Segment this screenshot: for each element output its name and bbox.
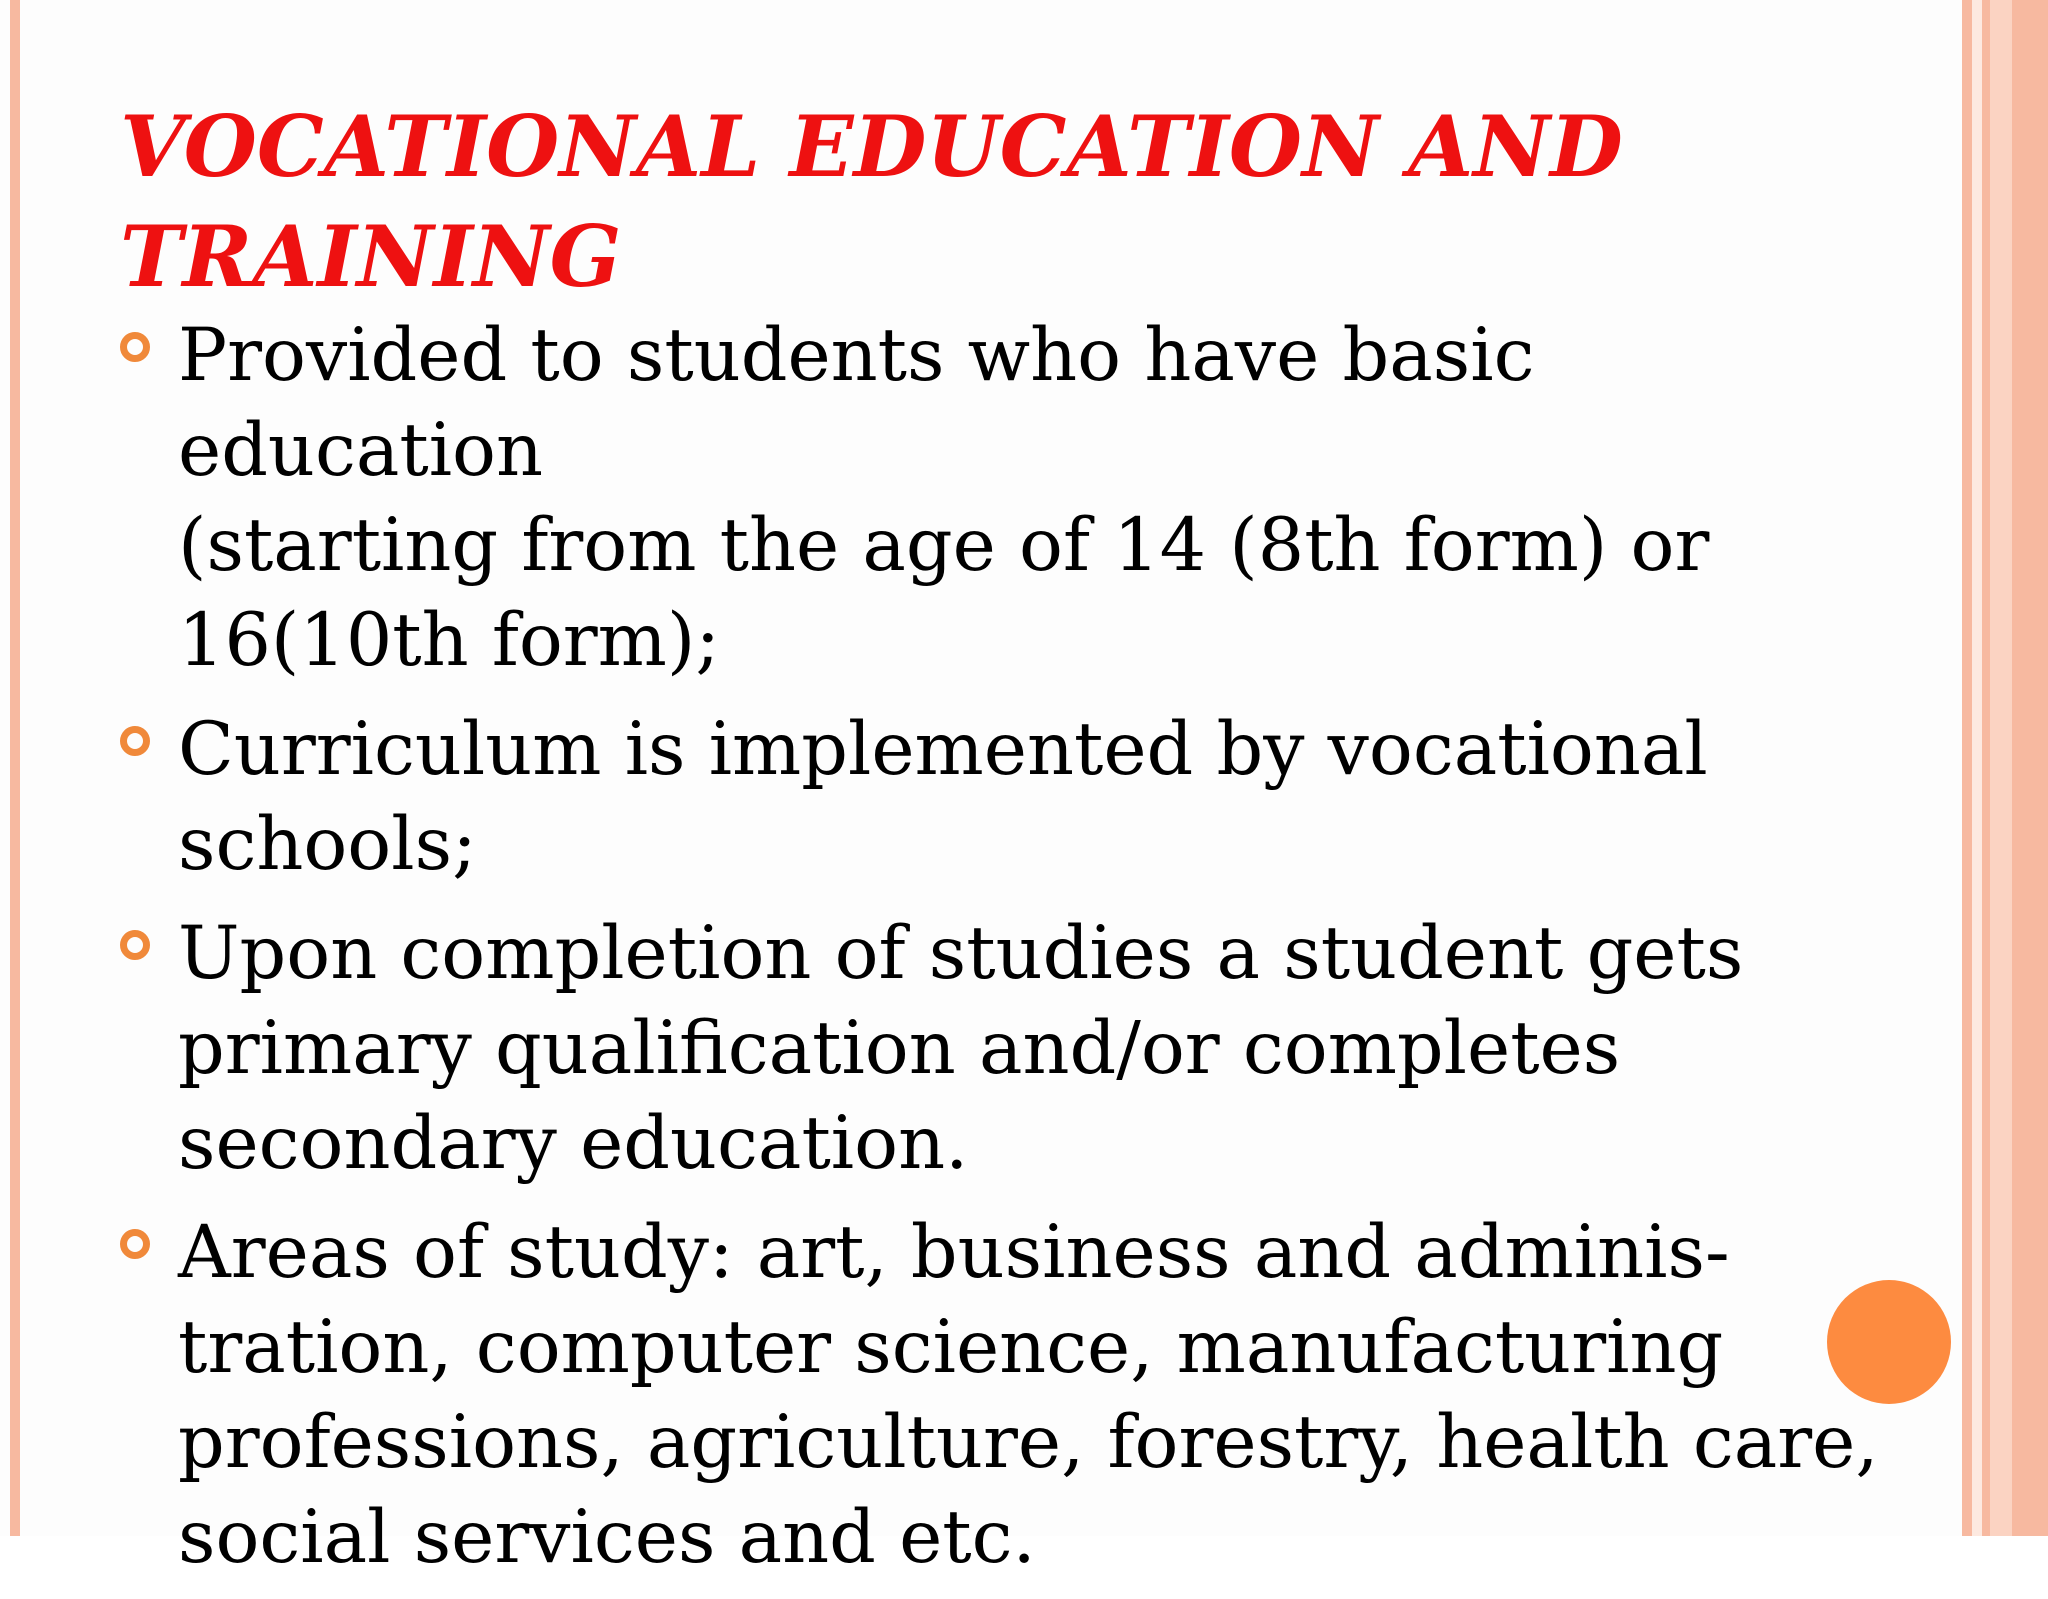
hollow-circle-bullet-icon bbox=[120, 1229, 150, 1259]
bullet-text bbox=[178, 308, 1900, 688]
bullet-text bbox=[178, 906, 1900, 1191]
bullet-line: Provided to students who have basic education bbox=[178, 313, 1535, 493]
bullet-line: schools; bbox=[178, 802, 477, 887]
right-border-band bbox=[2012, 0, 2048, 1536]
bullet-line: Upon completion of studies a student gets bbox=[178, 911, 1744, 996]
bullet-list bbox=[120, 308, 1900, 1599]
bullet-item bbox=[120, 308, 1900, 688]
bullet-line: (starting from the age of 14 (8th form) or bbox=[178, 503, 1710, 588]
right-border-band bbox=[1990, 0, 2012, 1536]
bullet-item bbox=[120, 702, 1900, 892]
bullet-text bbox=[178, 1205, 1900, 1585]
bullet-line: social services and etc. bbox=[178, 1495, 1036, 1580]
bullet-line: primary qualification and/or completes bbox=[178, 1006, 1621, 1091]
bullet-line: professions, agriculture, forestry, health care, bbox=[178, 1400, 1879, 1485]
right-border-gap bbox=[1972, 0, 1982, 1536]
title-line-1: VOCATIONAL EDUCATION AND bbox=[120, 97, 1623, 196]
bullet-line: 16(10th form); bbox=[178, 598, 720, 683]
left-border-stripe bbox=[10, 0, 20, 1536]
right-border-stripe bbox=[1982, 0, 1990, 1536]
bullet-item bbox=[120, 1205, 1900, 1585]
bullet-line: Areas of study: art, business and adminis- bbox=[178, 1210, 1730, 1295]
bullet-line: secondary education. bbox=[178, 1101, 969, 1186]
hollow-circle-bullet-icon bbox=[120, 332, 150, 362]
bullet-line: tration, computer science, manufacturing bbox=[178, 1305, 1724, 1390]
slide-title bbox=[120, 92, 1920, 312]
hollow-circle-bullet-icon bbox=[120, 930, 150, 960]
right-border-stripe bbox=[1962, 0, 1972, 1536]
title-line-2: TRAINING bbox=[120, 207, 622, 306]
hollow-circle-bullet-icon bbox=[120, 726, 150, 756]
bullet-line: Curriculum is implemented by vocational bbox=[178, 707, 1708, 792]
bullet-text bbox=[178, 702, 1900, 892]
bullet-item bbox=[120, 906, 1900, 1191]
orange-circle-decoration bbox=[1827, 1280, 1951, 1404]
